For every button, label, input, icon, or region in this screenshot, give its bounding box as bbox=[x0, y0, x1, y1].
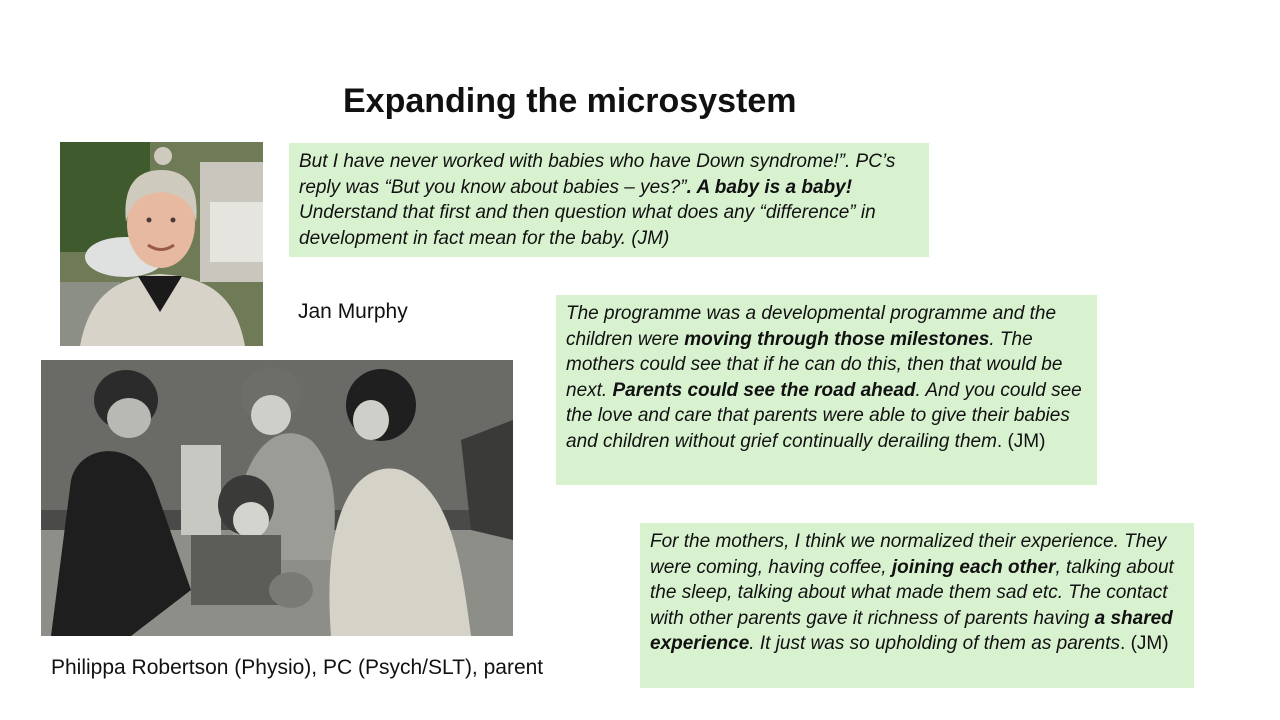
quote-3-text-part-1: For the mothers, I think we normalized their experience. They were coming, having coffee, bbox=[650, 531, 1167, 578]
group-photo bbox=[41, 360, 513, 636]
quote-2-attribution: . (JM) bbox=[996, 430, 1046, 452]
quote-2-bold-part-2: Parents could see the road ahead bbox=[612, 379, 916, 401]
quote-1-bold-part-1: . A baby is a baby! bbox=[686, 176, 853, 198]
quote-3-text-part-3: . It just was so upholding of them as parents bbox=[749, 633, 1121, 654]
quote-3-text-part-2: , talking about the sleep, talking about what made them sad etc. The contact with other parents gave it richness of parents having bbox=[650, 556, 1174, 629]
quote-3-bold-part-2: a shared experience bbox=[650, 607, 1173, 654]
portrait-photo bbox=[60, 142, 263, 346]
quote-3-bold-part-1: joining each other bbox=[891, 556, 1056, 578]
quote-3-attribution: . (JM) bbox=[1120, 633, 1169, 654]
quote-1-text-part-1: But I have never worked with babies who have Down syndrome!”. PC’s reply was “But you know about babies – yes?” bbox=[299, 151, 896, 198]
quote-box-1 bbox=[289, 143, 929, 257]
quote-2-text-part-3: . And you could see the love and care that parents were able to give their babies and children without grief continually derailing them bbox=[566, 379, 1082, 452]
quote-box-2 bbox=[556, 295, 1097, 485]
quote-2-bold-part-1: moving through those milestones bbox=[684, 328, 990, 350]
quote-2-text-part-2: . The mothers could see that if he can do this, then that would be next. bbox=[566, 328, 1063, 401]
group-photo-caption: Philippa Robertson (Physio), PC (Psych/SLT), parent bbox=[51, 656, 544, 679]
slide-title: Expanding the microsystem bbox=[343, 82, 797, 120]
quote-2-text-part-1: The programme was a developmental programme and the children were bbox=[566, 303, 1057, 350]
quote-box-3 bbox=[640, 523, 1194, 688]
portrait-caption: Jan Murphy bbox=[298, 300, 408, 323]
quote-1-text-part-2: Understand that first and then question what does any “difference” in development in fact mean for the baby. (JM) bbox=[299, 202, 876, 249]
